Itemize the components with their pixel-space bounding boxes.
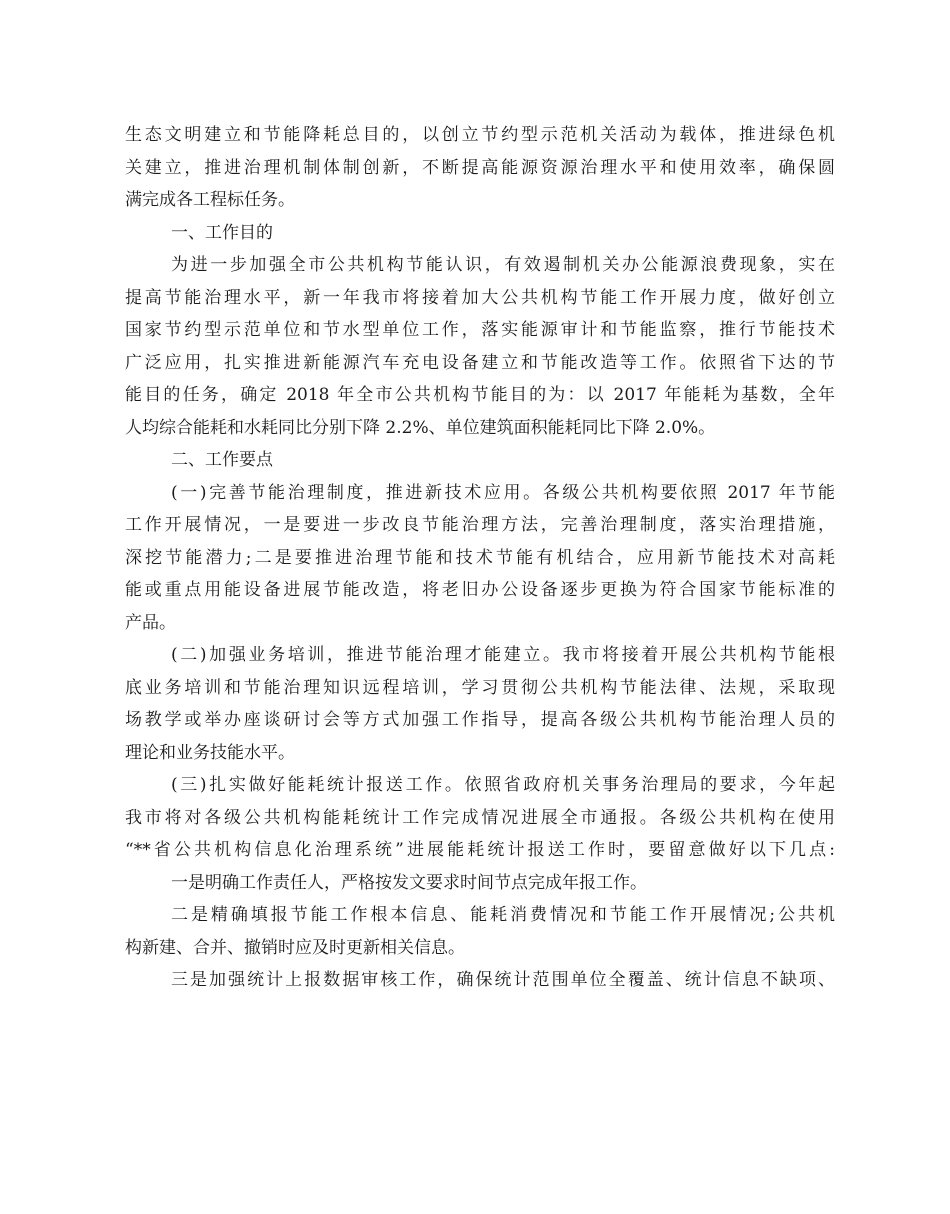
text-line: 三是加强统计上报数据审核工作，确保统计范围单位全覆盖、统计信息不缺项、 xyxy=(171,970,835,990)
document-body xyxy=(125,119,835,997)
text-line: 构新建、合并、撤销时应及时更新相关信息。 xyxy=(125,937,465,958)
text-line: 满完成各工程标任务。 xyxy=(125,190,295,210)
text-line: 人均综合能耗和水耗同比分别下降 2.2%、单位建筑面积能耗同比下降 2.0%。 xyxy=(125,417,716,438)
text-line: 深挖节能潜力;二是要推进治理节能和技术节能有机结合，应用新节能技术对高耗 xyxy=(125,547,835,568)
text-line: 场教学或举办座谈研讨会等方式加强工作指导，提高各级公共机构节能治理人员的 xyxy=(125,710,835,730)
text-line: 一、工作目的 xyxy=(171,222,273,243)
text-line: 底业务培训和节能治理知识远程培训，学习贯彻公共机构节能法律、法规，采取现 xyxy=(125,677,835,698)
text-line: 能目的任务，确定 2018 年全市公共机构节能目的为：以 2017 年能耗为基数，全年 xyxy=(125,385,835,405)
text-line: 一是明确工作责任人，严格按发文要求时间节点完成年报工作。 xyxy=(171,872,647,893)
text-line: “**省公共机构信息化治理系统”进展能耗统计报送工作时，要留意做好以下几点: xyxy=(125,840,835,860)
text-line: 提高节能治理水平，新一年我市将接着加大公共机构节能工作开展力度，做好创立 xyxy=(125,287,835,308)
text-line: 国家节约型示范单位和节水型单位工作，落实能源审计和节能监察，推行节能技术 xyxy=(125,320,835,340)
text-line: 产品。 xyxy=(125,612,176,633)
text-line: 理论和业务技能水平。 xyxy=(125,742,295,763)
text-line: 二、工作要点 xyxy=(171,450,273,470)
text-line: 工作开展情况，一是要进一步改良节能治理方法，完善治理制度，落实治理措施， xyxy=(125,515,835,535)
text-line: (二)加强业务培训，推进节能治理才能建立。我市将接着开展公共机构节能根 xyxy=(171,645,835,665)
text-line: 为进一步加强全市公共机构节能认识，有效遏制机关办公能源浪费现象，实在 xyxy=(171,255,835,275)
text-line: (三)扎实做好能耗统计报送工作。依照省政府机关事务治理局的要求，今年起 xyxy=(171,775,835,795)
text-line: (一)完善节能治理制度，推进新技术应用。各级公共机构要依照 2017 年节能 xyxy=(171,482,835,503)
text-line: 关建立，推进治理机制体制创新，不断提高能源资源治理水平和使用效率，确保圆 xyxy=(125,157,835,178)
text-line: 能或重点用能设备进展节能改造，将老旧办公设备逐步更换为符合国家节能标准的 xyxy=(125,580,835,600)
text-line: 广泛应用，扎实推进新能源汽车充电设备建立和节能改造等工作。依照省下达的节 xyxy=(125,352,835,373)
text-line: 我市将对各级公共机构能耗统计工作完成情况进展全市通报。各级公共机构在使用 xyxy=(125,807,835,828)
text-line: 二是精确填报节能工作根本信息、能耗消费情况和节能工作开展情况;公共机 xyxy=(171,905,835,925)
text-line: 生态文明建立和节能降耗总目的，以创立节约型示范机关活动为载体，推进绿色机 xyxy=(125,125,835,145)
